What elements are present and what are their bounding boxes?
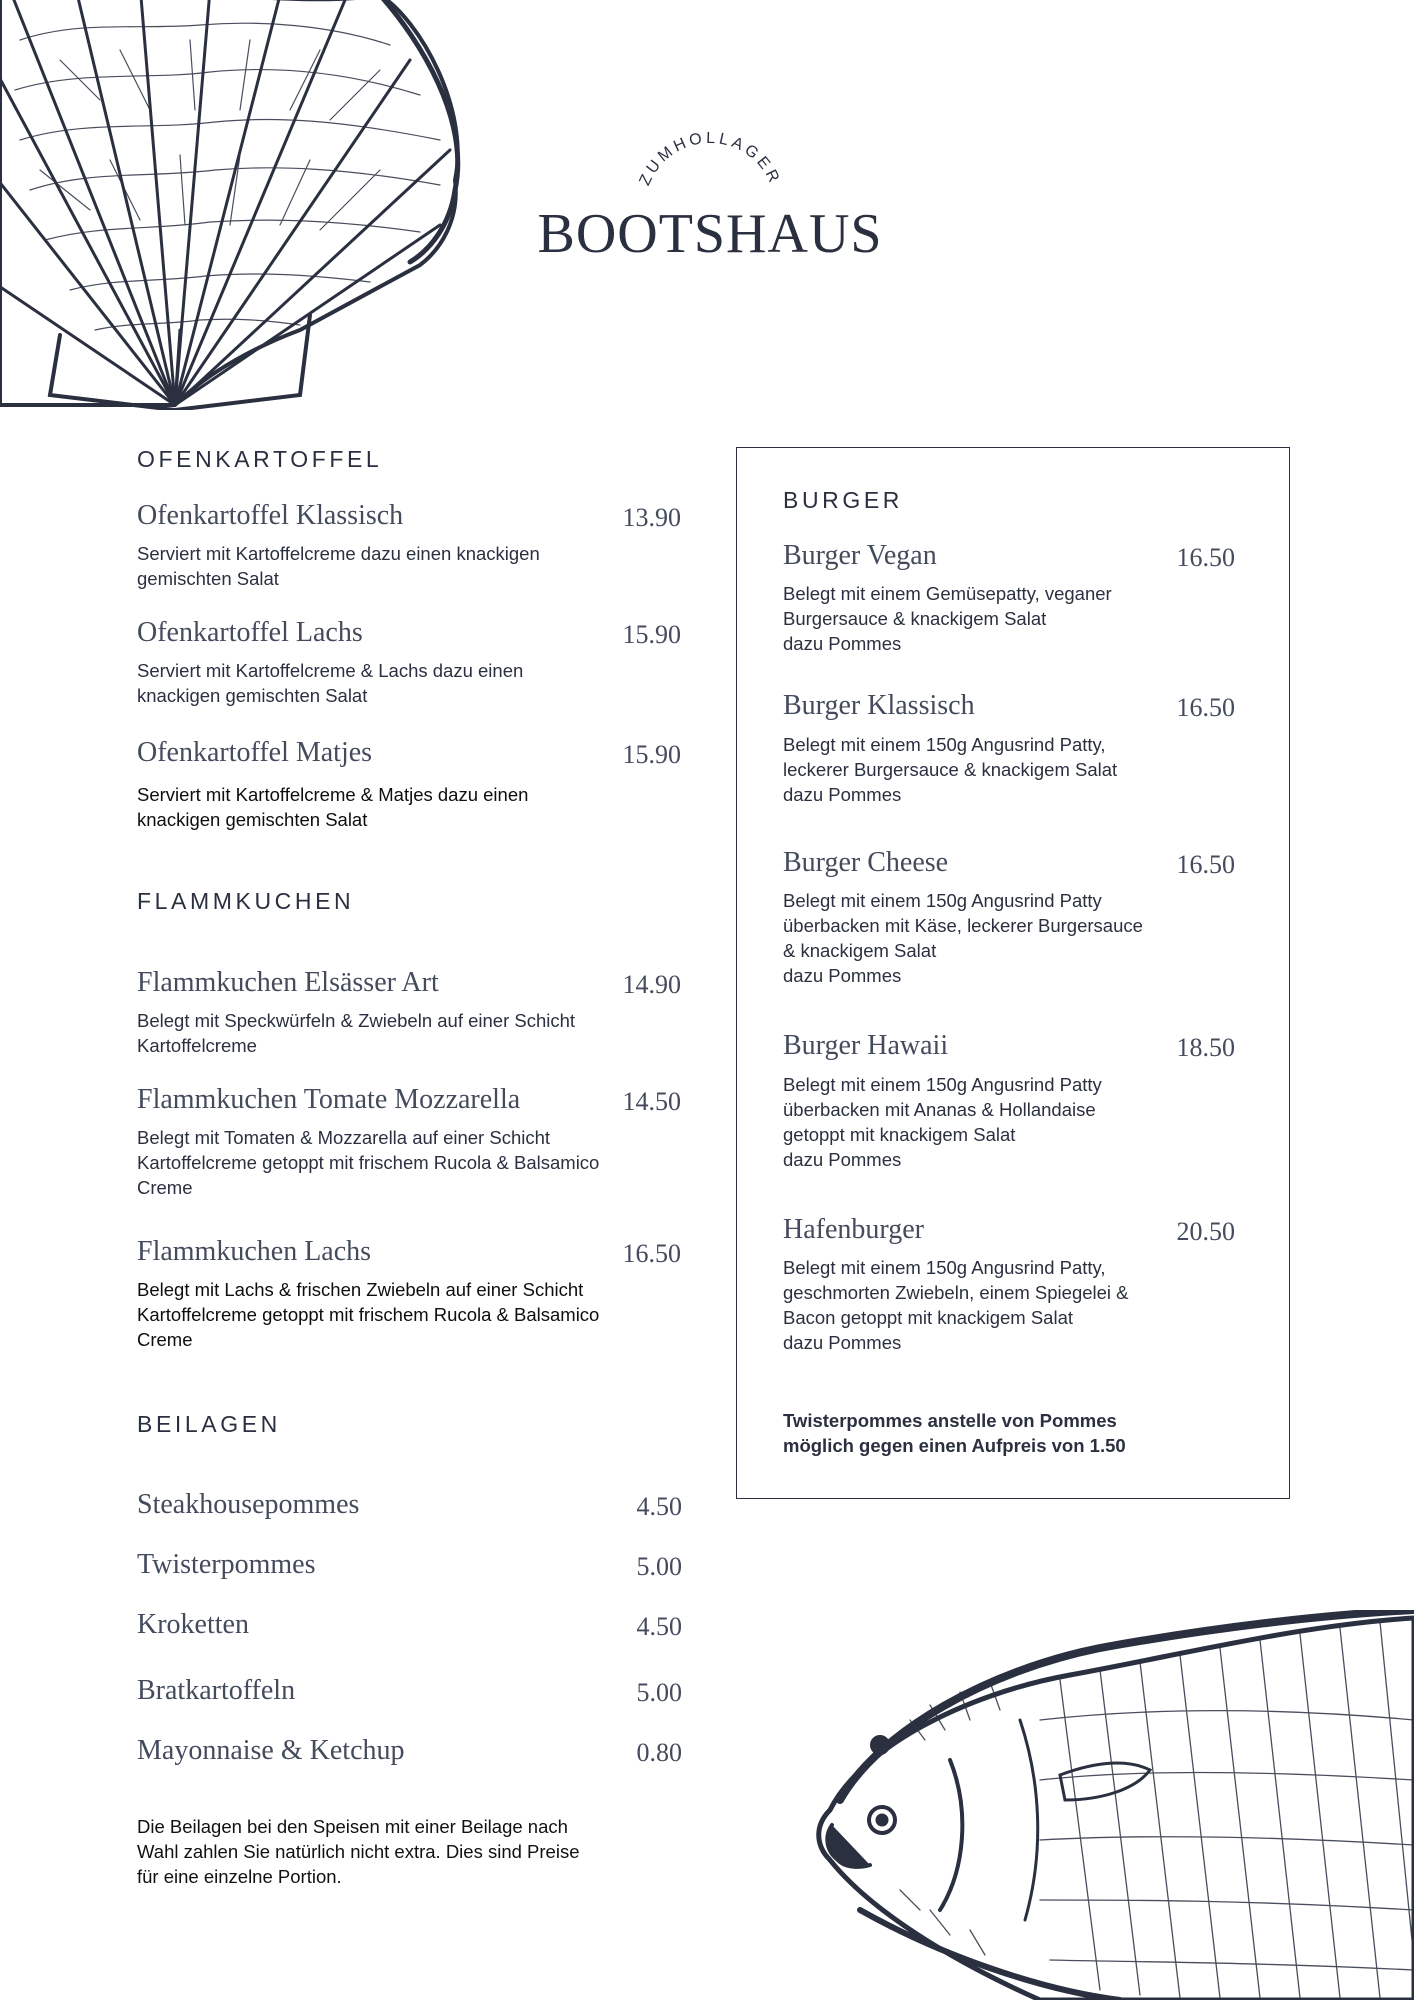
menu-item-name: Ofenkartoffel Matjes — [137, 737, 373, 768]
menu-item-price: 16.50 — [1176, 850, 1235, 879]
menu-item-name: Hafenburger — [783, 1214, 924, 1245]
side-item-price: 4.50 — [636, 1612, 682, 1641]
menu-item-name: Burger Klassisch — [783, 690, 975, 721]
menu-item-price: 18.50 — [1176, 1033, 1235, 1062]
menu-item-description: Belegt mit Lachs & frischen Zwiebeln auf einer Schicht Kartoffelcreme getoppt mit frischem Rucola & Balsamico Creme — [137, 1279, 600, 1350]
brand-name: BOOTSHAUS — [537, 203, 883, 265]
brand-tagline: ZUMHOLLAGER — [636, 129, 784, 189]
side-item-price: 0.80 — [636, 1738, 682, 1767]
menu-item-name: Ofenkartoffel Lachs — [137, 617, 363, 648]
menu-item-name: Flammkuchen Lachs — [137, 1236, 372, 1267]
menu-item-description: Belegt mit einem 150g Angusrind Patty, geschmorten Zwiebeln, einem Spiegelei & Bacon getoppt mit knackigem Salat dazu Pommes — [783, 1257, 1129, 1353]
menu-item-description: Belegt mit Tomaten & Mozzarella auf einer Schicht Kartoffelcreme getoppt mit frischem Rucola & Balsamico Creme — [137, 1127, 600, 1198]
burger-note: Twisterpommes anstelle von Pommes möglich gegen einen Aufpreis von 1.50 — [783, 1410, 1126, 1456]
side-item-name: Mayonnaise & Ketchup — [137, 1735, 405, 1766]
flatfish-icon — [800, 1610, 1414, 2000]
side-item-name: Bratkartoffeln — [137, 1675, 296, 1706]
menu-item-description: Serviert mit Kartoffelcreme & Matjes dazu einen knackigen gemischten Salat — [137, 784, 529, 830]
beilagen-note: Die Beilagen bei den Speisen mit einer Beilage nach Wahl zahlen Sie natürlich nicht extra. Dies sind Preise für eine einzelne Portion. — [137, 1816, 580, 1887]
menu-item-description: Belegt mit Speckwürfeln & Zwiebeln auf einer Schicht Kartoffelcreme — [137, 1010, 576, 1056]
menu-item-price: 14.90 — [622, 970, 681, 999]
menu-item-description: Belegt mit einem Gemüsepatty, veganer Burgersauce & knackigem Salat dazu Pommes — [783, 583, 1112, 654]
side-item-price: 4.50 — [636, 1492, 682, 1521]
menu-item-price: 16.50 — [1176, 543, 1235, 572]
menu-item-price: 15.90 — [622, 620, 681, 649]
menu-item-price: 16.50 — [622, 1239, 681, 1268]
side-item-name: Twisterpommes — [137, 1549, 316, 1580]
menu-item-price: 14.50 — [622, 1087, 681, 1116]
menu-item-price: 20.50 — [1176, 1217, 1235, 1246]
menu-item-name: Burger Hawaii — [783, 1030, 949, 1061]
section-title-ofenkartoffel: OFENKARTOFFEL — [137, 446, 383, 472]
side-item-name: Steakhousepommes — [137, 1489, 360, 1520]
brand-tagline-arc — [620, 120, 800, 210]
side-item-price: 5.00 — [636, 1678, 682, 1707]
menu-item-name: Flammkuchen Tomate Mozzarella — [137, 1084, 521, 1115]
menu-item-price: 13.90 — [622, 503, 681, 532]
menu-item-description: Belegt mit einem 150g Angusrind Patty überbacken mit Käse, leckerer Burgersauce & knackigem Salat dazu Pommes — [783, 890, 1143, 986]
section-title-flammkuchen: FLAMMKUCHEN — [137, 888, 355, 914]
menu-item-price: 15.90 — [622, 740, 681, 769]
menu-item-name: Ofenkartoffel Klassisch — [137, 500, 404, 531]
section-title-beilagen: BEILAGEN — [137, 1411, 281, 1437]
menu-item-price: 16.50 — [1176, 693, 1235, 722]
side-item-name: Kroketten — [137, 1609, 249, 1640]
side-item-price: 5.00 — [636, 1552, 682, 1581]
svg-text:ZUMHOLLAGER — [637, 130, 784, 188]
menu-item-description: Serviert mit Kartoffelcreme dazu einen knackigen gemischten Salat — [137, 543, 540, 589]
menu-item-name: Flammkuchen Elsässer Art — [137, 967, 439, 998]
menu-item-description: Belegt mit einem 150g Angusrind Patty, leckerer Burgersauce & knackigem Salat dazu Pommes — [783, 734, 1118, 805]
brand-logo — [520, 120, 900, 270]
menu-item-name: Burger Cheese — [783, 847, 949, 878]
scallop-shell-icon — [0, 0, 470, 410]
menu-item-name: Burger Vegan — [783, 540, 937, 571]
section-title-burger: BURGER — [783, 487, 904, 513]
menu-item-description: Belegt mit einem 150g Angusrind Patty überbacken mit Ananas & Hollandaise getoppt mit knackigem Salat dazu Pommes — [783, 1074, 1102, 1170]
menu-item-description: Serviert mit Kartoffelcreme & Lachs dazu einen knackigen gemischten Salat — [137, 660, 524, 706]
